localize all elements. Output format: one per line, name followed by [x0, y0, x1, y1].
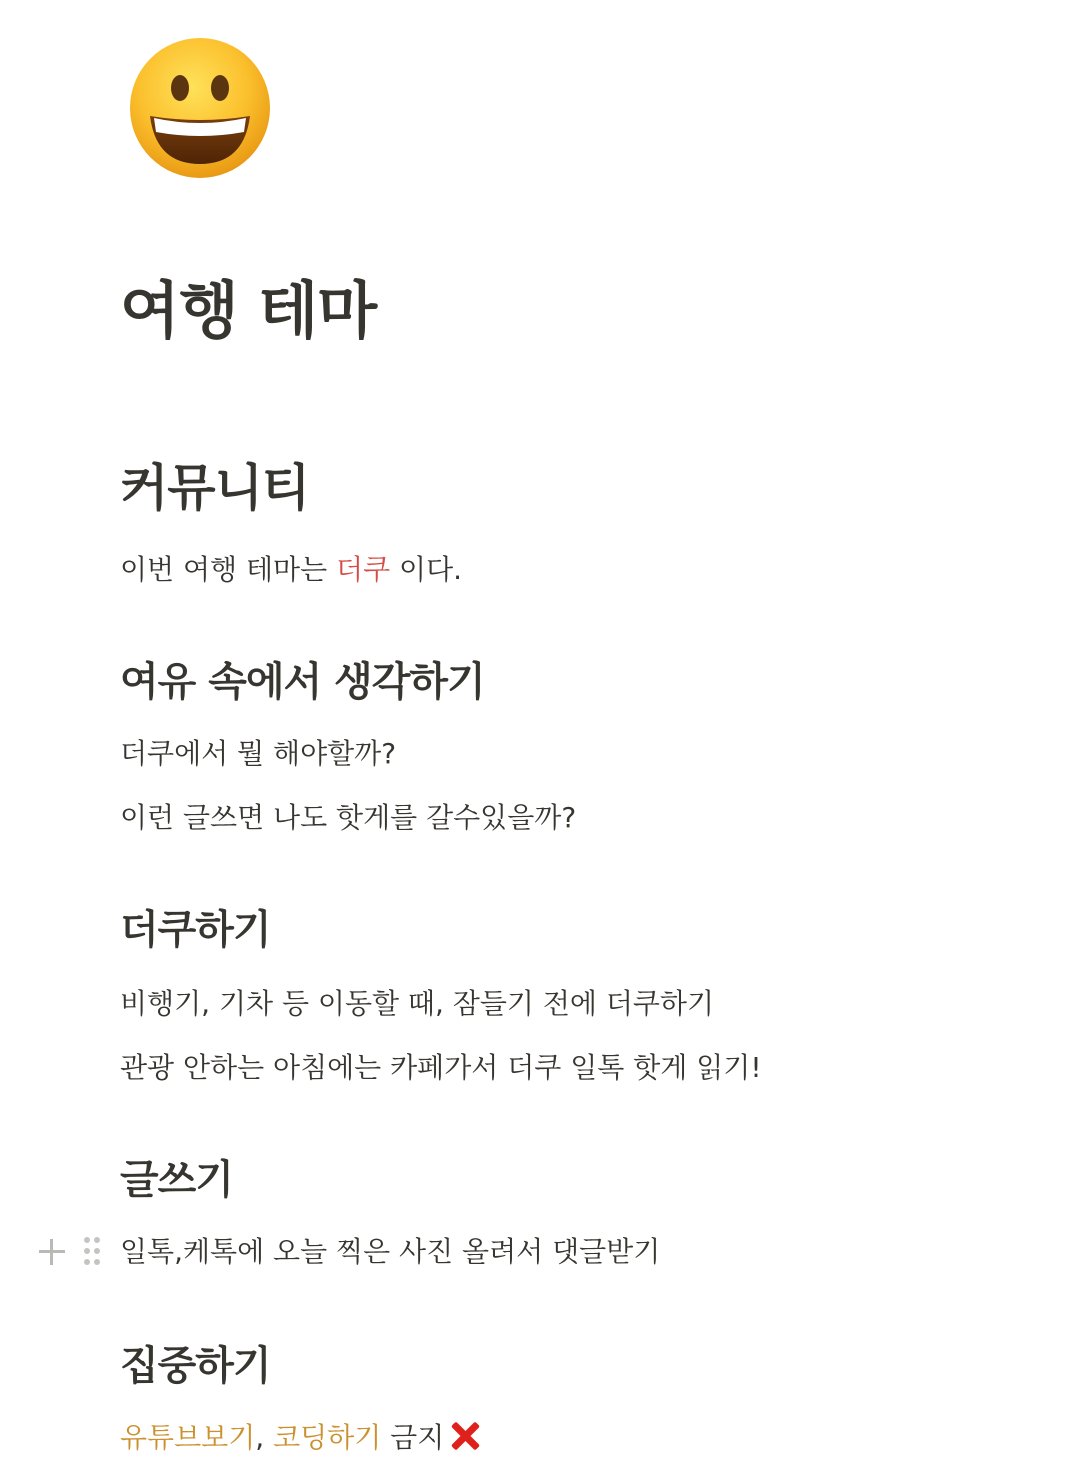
paragraph-focus[interactable] [120, 1418, 480, 1458]
community-highlight: 더쿠 [336, 553, 391, 586]
heading-community[interactable]: 커뮤니티 [120, 459, 310, 517]
heading-doing[interactable]: 더쿠하기 [120, 907, 271, 953]
community-text-before: 이번 여행 테마는 [120, 553, 337, 586]
page-title[interactable]: 여행 테마 [120, 274, 377, 347]
focus-separator: , [255, 1421, 274, 1454]
grinning-face-icon[interactable] [128, 36, 272, 180]
heading-focus[interactable]: 집중하기 [120, 1343, 271, 1389]
paragraph-thinking-2[interactable]: 이런 글쓰면 나도 핫게를 갈수있을까? [120, 801, 577, 834]
cross-mark-icon [450, 1421, 480, 1451]
paragraph-community[interactable] [120, 550, 462, 590]
heading-thinking[interactable]: 여유 속에서 생각하기 [120, 659, 485, 705]
paragraph-doing-1[interactable]: 비행기, 기차 등 이동할 때, 잠들기 전에 더쿠하기 [120, 987, 715, 1020]
community-text-after: 이다. [390, 553, 463, 586]
focus-text-after: 금지 [381, 1421, 445, 1454]
block-handles [36, 1234, 116, 1274]
heading-writing[interactable]: 글쓰기 [120, 1157, 233, 1203]
paragraph-thinking-1[interactable]: 더쿠에서 뭘 해야할까? [120, 737, 397, 770]
paragraph-writing-1[interactable]: 일톡,케톡에 오늘 찍은 사진 올려서 댓글받기 [120, 1235, 661, 1268]
drag-handle-icon[interactable] [84, 1237, 104, 1269]
focus-item-youtube: 유튜브보기 [120, 1421, 256, 1454]
paragraph-doing-2[interactable]: 관광 안하는 아침에는 카페가서 더쿠 일톡 핫게 읽기! [120, 1051, 762, 1084]
focus-item-coding: 코딩하기 [273, 1421, 382, 1454]
add-block-plus-icon[interactable] [36, 1236, 68, 1268]
